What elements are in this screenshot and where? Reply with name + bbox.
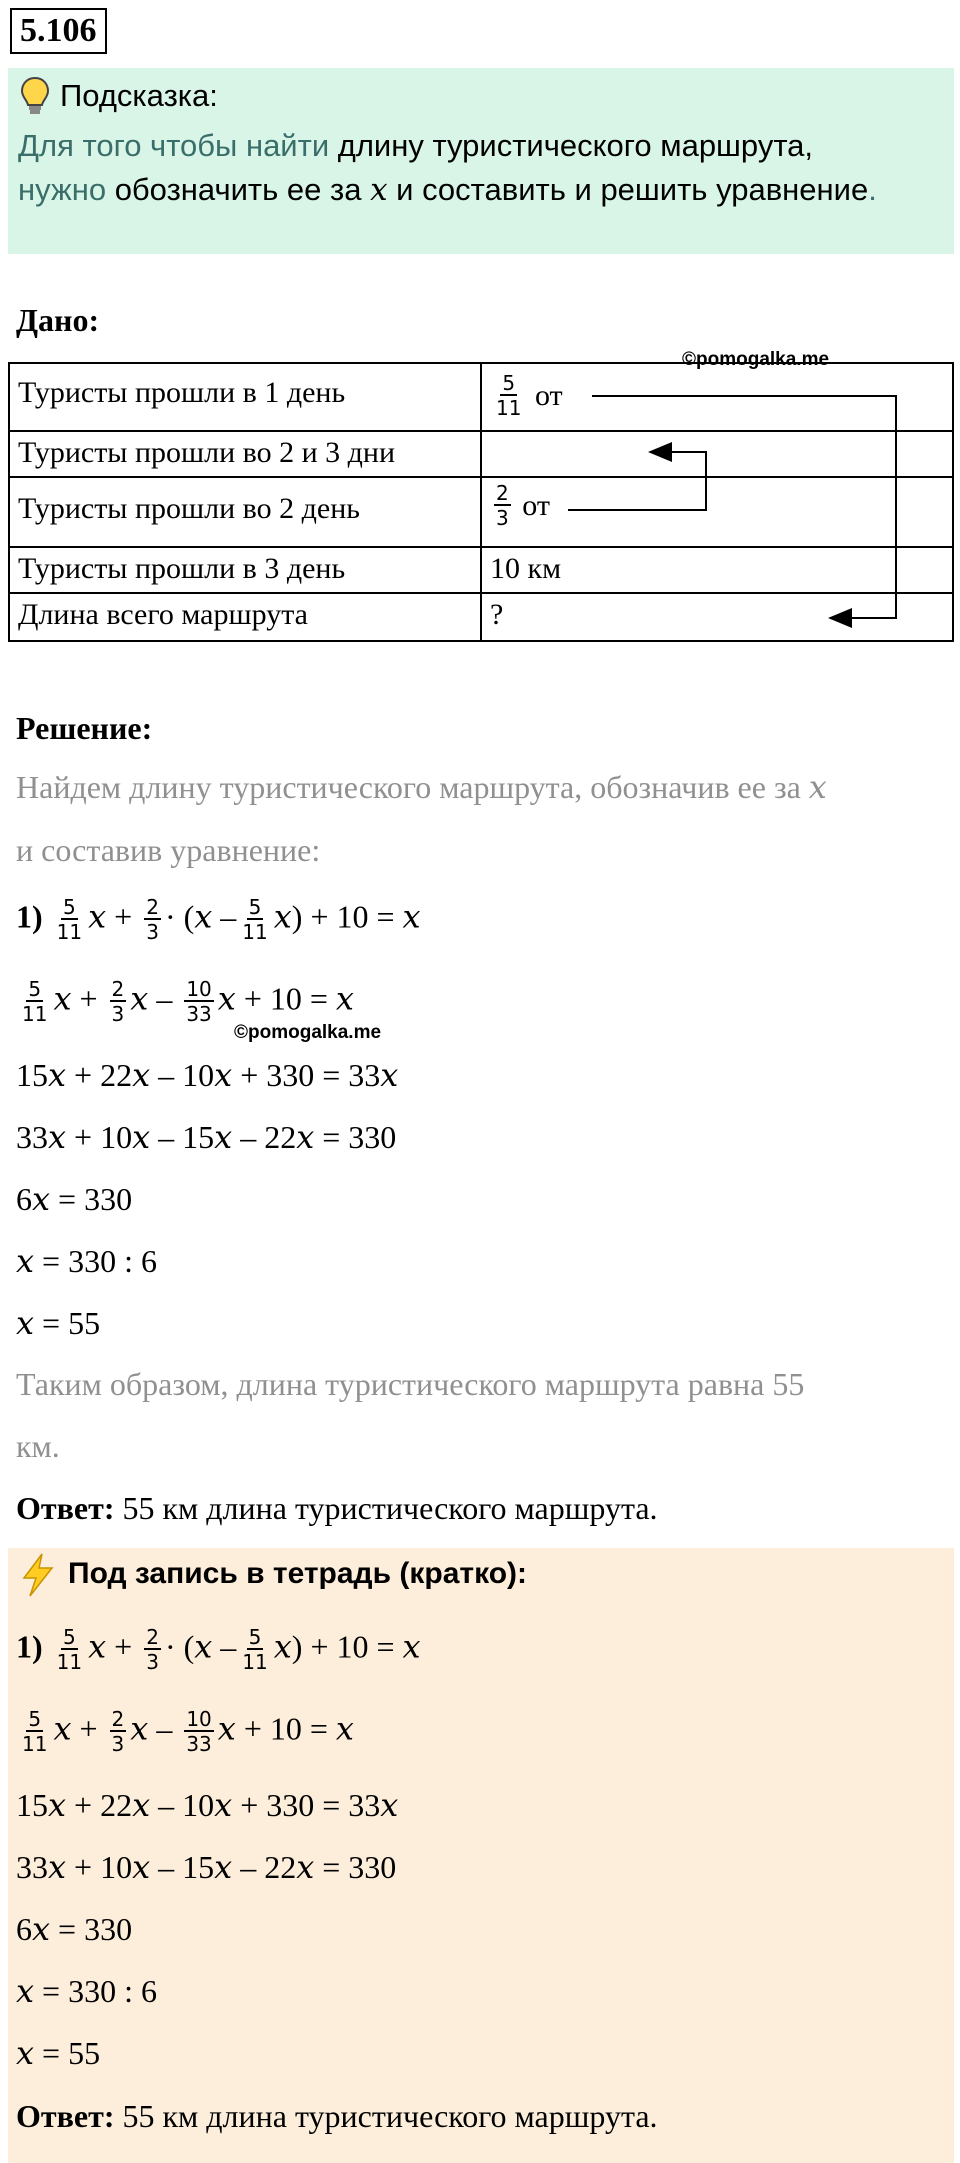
notes-equation-7: x = 55 bbox=[16, 2034, 101, 2072]
table-row-value: $\frac{5}{11}$ от bbox=[496, 371, 563, 420]
hint-line-2: нужно обозначить ее за x и составить и решить уравнение. bbox=[18, 172, 877, 208]
arrow-to-days-2-3 bbox=[568, 452, 706, 510]
table-row-label: Туристы прошли в 1 день bbox=[18, 376, 346, 409]
equation-7: x = 55 bbox=[16, 1304, 101, 1342]
solution-intro-1: Найдем длину туристического маршрута, обозначив ее за x bbox=[16, 768, 827, 806]
hint-title: Подсказка: bbox=[60, 78, 218, 113]
lightning-icon bbox=[18, 1552, 58, 1598]
notes-equation-3: 15x + 22x – 10x + 330 = 33x bbox=[16, 1786, 399, 1824]
watermark: ©pomogalka.me bbox=[682, 349, 830, 370]
notes-equation-5: 6x = 330 bbox=[16, 1910, 133, 1948]
notes-title: Под запись в тетрадь (кратко): bbox=[68, 1557, 528, 1590]
table-row-value: $\frac{2}{3}$ от bbox=[496, 481, 550, 530]
solution-title: Решение: bbox=[16, 710, 153, 746]
equation-5: 6x = 330 bbox=[16, 1180, 133, 1218]
equation-4: 33x + 10x – 15x – 22x = 330 bbox=[16, 1118, 397, 1156]
table-row-value: ? bbox=[490, 598, 504, 631]
table-row-label: Туристы прошли в 3 день bbox=[18, 552, 346, 585]
notes-equation-2: $\frac{5}{11}$ x + $\frac{2}{3}$ x – $\frac{10}{33}$ x + 10 = x bbox=[22, 1707, 354, 1756]
conclusion-line-1: Таким образом, длина туристического маршрута равна 55 bbox=[16, 1366, 805, 1402]
watermark: ©pomogalka.me bbox=[234, 1022, 382, 1043]
equation-2: $\frac{5}{11}$ x + $\frac{2}{3}$ x – $\frac{10}{33}$ x + 10 = x bbox=[22, 977, 354, 1026]
given-table bbox=[8, 362, 954, 642]
notes-equation-4: 33x + 10x – 15x – 22x = 330 bbox=[16, 1848, 397, 1886]
equation-1: 1) $\frac{5}{11}$ x + $\frac{2}{3}$ · (x – $\frac{5}{11}$ x) + 10 = x bbox=[16, 895, 421, 944]
table-row-label: Туристы прошли во 2 день bbox=[18, 492, 360, 525]
given-title: Дано: bbox=[16, 302, 100, 338]
notes-equation-6: x = 330 : 6 bbox=[16, 1972, 157, 2010]
table-row-label: Длина всего маршрута bbox=[18, 598, 308, 631]
arrows bbox=[8, 362, 954, 642]
equation-6: x = 330 : 6 bbox=[16, 1242, 157, 1280]
lightbulb-icon bbox=[20, 76, 50, 118]
table-row-label: Туристы прошли во 2 и 3 дни bbox=[18, 436, 396, 469]
arrow-to-total bbox=[592, 396, 896, 618]
notes-answer: Ответ: 55 км длина туристического маршрута. bbox=[16, 2098, 658, 2134]
answer: Ответ: 55 км длина туристического маршрута. bbox=[16, 1490, 658, 1526]
hint-line-1: Для того чтобы найти длину туристического маршрута, bbox=[18, 128, 814, 163]
equation-3: 15x + 22x – 10x + 330 = 33x bbox=[16, 1056, 399, 1094]
notes-equation-1: 1) $\frac{5}{11}$ x + $\frac{2}{3}$ · (x – $\frac{5}{11}$ x) + 10 = x bbox=[16, 1625, 421, 1674]
solution-intro-2: и составив уравнение: bbox=[16, 832, 321, 868]
conclusion-line-2: км. bbox=[16, 1428, 60, 1464]
problem-number: 5.106 bbox=[10, 8, 107, 54]
table-row-value: 10 км bbox=[490, 552, 562, 585]
